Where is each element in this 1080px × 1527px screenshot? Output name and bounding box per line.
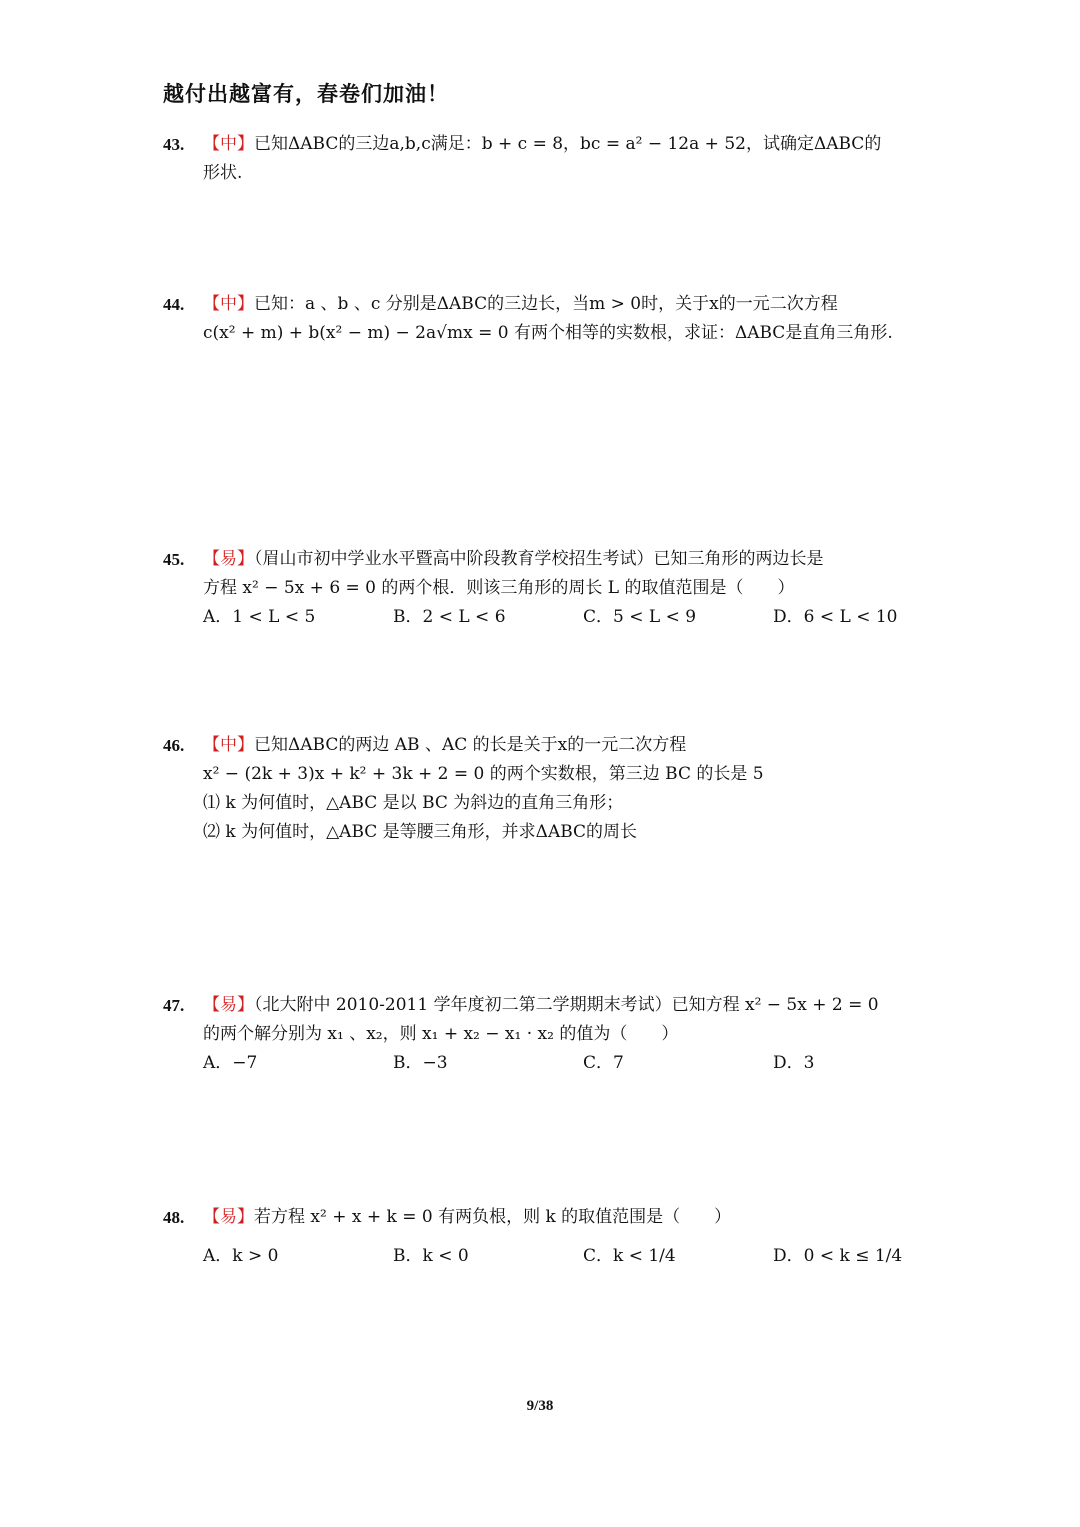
question-subpart-1: ⑴ k 为何值时，△ABC 是以 BC 为斜边的直角三角形；: [203, 793, 624, 813]
question-text: 已知：a 、b 、c 分别是ΔABC的三边长，当m > 0时，关于x的一元二次方程: [254, 294, 838, 314]
question-line: x² − (2k + 3)x + k² + 3k + 2 = 0 的两个实数根，第三边 BC 的长是 5: [203, 764, 764, 784]
question-text: （北大附中 2010-2011 学年度初二第二学期期末考试）已知方程 x² − 5x + 2 = 0: [254, 995, 879, 1015]
difficulty-tag: 【易】: [203, 1207, 254, 1227]
option-d: D．6 < L < 10: [773, 607, 898, 627]
question-line: c(x² + m) + b(x² − m) − 2a√mx = 0 有两个相等的实数根，求证：ΔABC是直角三角形.: [203, 323, 893, 343]
page-number: 9/38: [526, 1398, 554, 1414]
options-row: [163, 1242, 923, 1271]
question-text: （眉山市初中学业水平暨高中阶段教育学校招生考试）已知三角形的两边长是: [254, 549, 824, 569]
options-row: [163, 1049, 923, 1078]
question-line: 的两个解分别为 x₁ 、x₂，则 x₁ + x₂ − x₁ · x₂ 的值为（ ）: [203, 1024, 679, 1044]
question-subpart-2: ⑵ k 为何值时，△ABC 是等腰三角形，并求ΔABC的周长: [203, 822, 638, 842]
question-43: [163, 130, 923, 188]
question-text: 已知ΔABC的三边a,b,c满足：b + c = 8，bc = a² − 12a + 52，试确定ΔABC的: [254, 134, 882, 154]
difficulty-tag: 【中】: [203, 294, 254, 314]
question-number: 43.: [163, 135, 185, 154]
question-number: 48.: [163, 1208, 185, 1227]
option-a: A．k > 0: [203, 1246, 279, 1266]
option-b: B．−3: [393, 1053, 448, 1073]
question-46: [163, 731, 923, 847]
question-number: 44.: [163, 295, 185, 314]
question-number: 45.: [163, 550, 185, 569]
difficulty-tag: 【中】: [203, 735, 254, 755]
question-line: [163, 731, 923, 760]
option-a: A．1 < L < 5: [203, 607, 316, 627]
question-45: [163, 545, 923, 632]
question-number: 46.: [163, 736, 185, 755]
option-c: C．7: [583, 1053, 624, 1073]
page-header: 越付出越富有，春卷们加油！: [163, 82, 449, 106]
question-line: [163, 290, 923, 319]
difficulty-tag: 【中】: [203, 134, 254, 154]
question-text: 若方程 x² + x + k = 0 有两负根，则 k 的取值范围是（ ）: [254, 1207, 732, 1227]
option-a: A．−7: [203, 1053, 258, 1073]
question-line: [163, 991, 923, 1020]
difficulty-tag: 【易】: [203, 995, 254, 1015]
options-row: [163, 603, 923, 632]
question-line: [163, 130, 923, 159]
option-c: C．k < 1/4: [583, 1246, 676, 1266]
option-b: B．2 < L < 6: [393, 607, 506, 627]
difficulty-tag: 【易】: [203, 549, 254, 569]
question-number: 47.: [163, 996, 185, 1015]
question-text: 已知ΔABC的两边 AB 、AC 的长是关于x的一元二次方程: [254, 735, 687, 755]
question-48: [163, 1203, 923, 1271]
question-line: 方程 x² − 5x + 6 = 0 的两个根．则该三角形的周长 L 的取值范围是（ ）: [203, 578, 795, 598]
question-line: [163, 545, 923, 574]
question-44: [163, 290, 923, 348]
question-47: [163, 991, 923, 1078]
option-b: B．k < 0: [393, 1246, 469, 1266]
option-c: C．5 < L < 9: [583, 607, 697, 627]
option-d: D．0 < k ≤ 1/4: [773, 1246, 903, 1266]
question-line: 形状.: [203, 163, 243, 183]
option-d: D．3: [773, 1053, 815, 1073]
question-line: [163, 1203, 923, 1232]
